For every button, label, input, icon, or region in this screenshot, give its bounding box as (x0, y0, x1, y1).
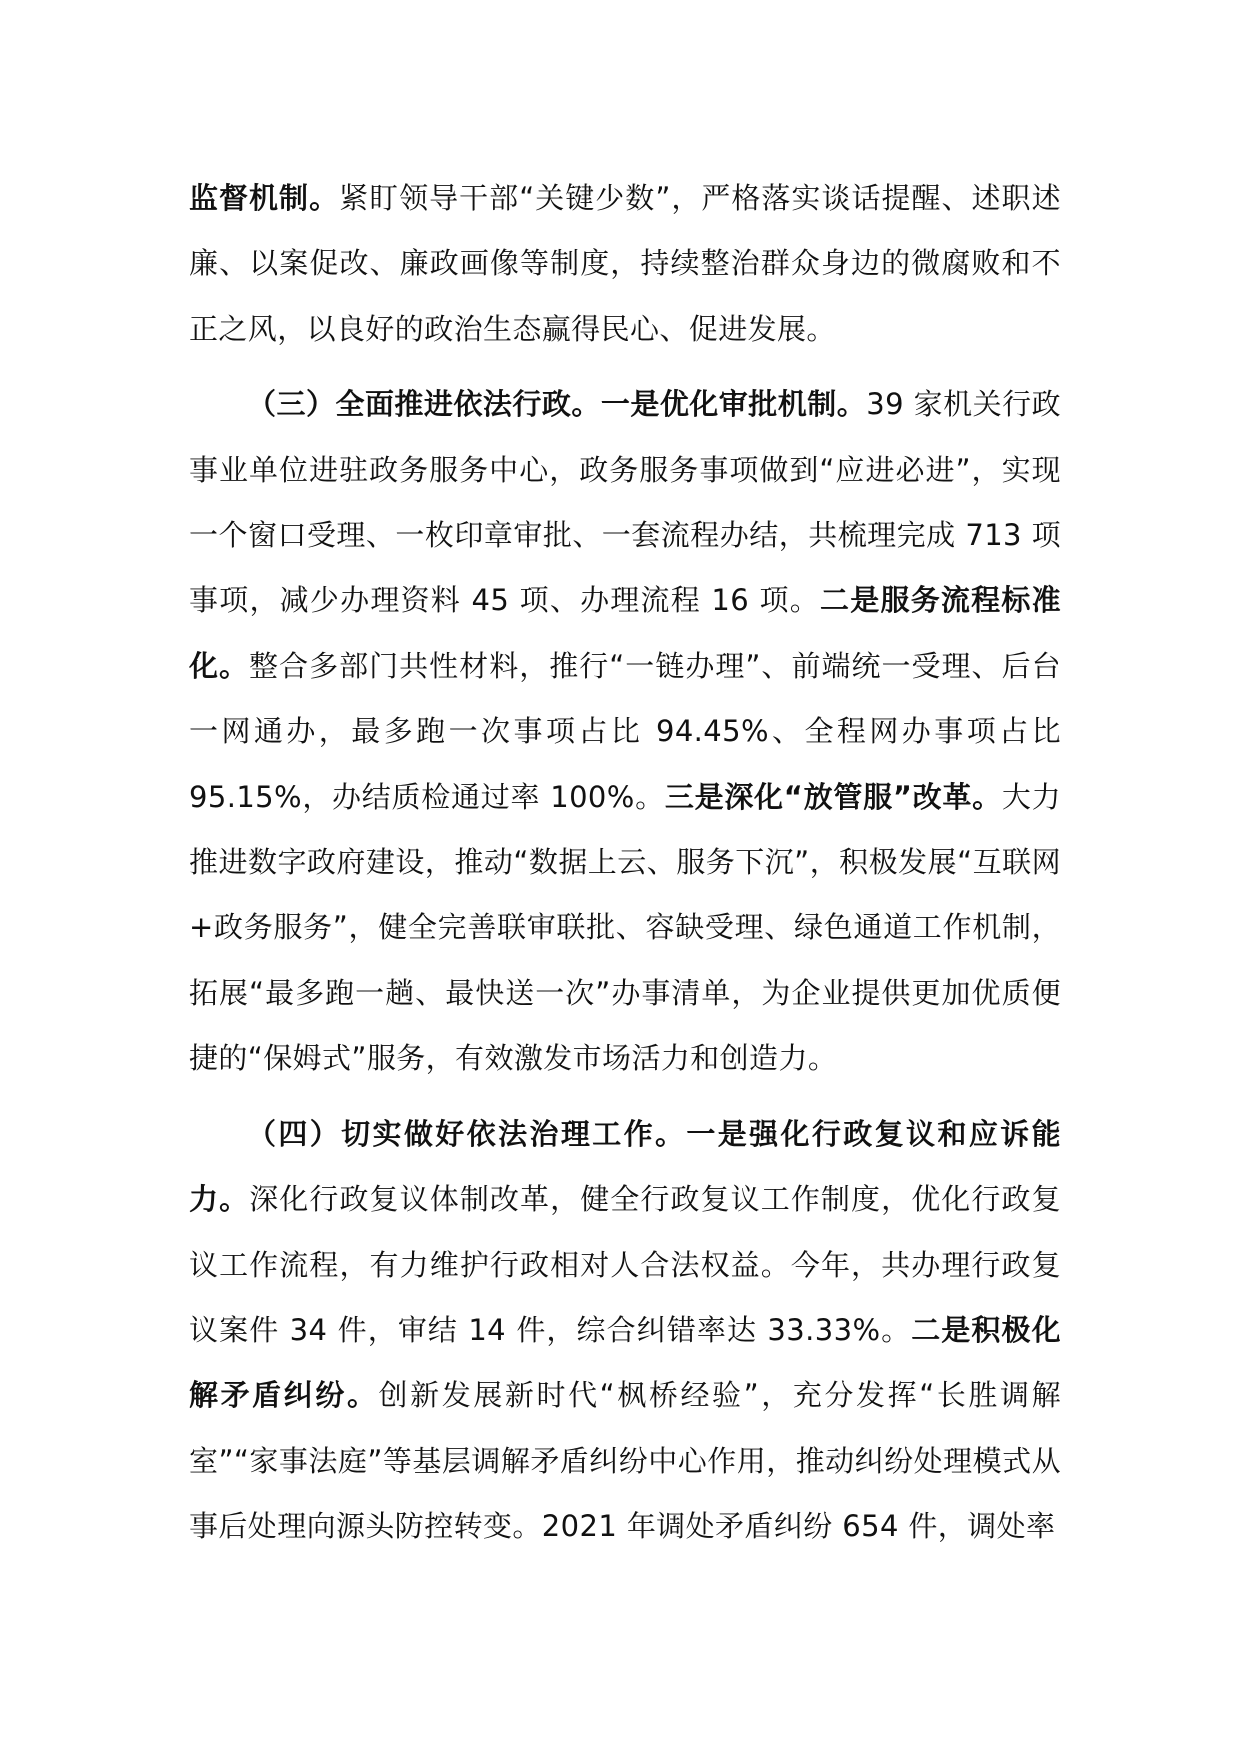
paragraph-supervision (189, 166, 1061, 362)
section-heading-four: （四）切实做好依法治理工作。一是强化行政复议和应诉能力。 (189, 1116, 1061, 1217)
document-page (189, 166, 1061, 1560)
body-text: 紧盯领导干部“关键少数”，严格落实谈话提醒、述职述廉、以案促改、廉政画像等制度，持续整治群众身边的微腐败和不正之风，以良好的政治生态赢得民心、促进发展。 (189, 181, 1061, 346)
body-text: 创新发展新时代“枫桥经验”，充分发挥“长胜调解室”“家事法庭”等基层调解矛盾纠纷中心作用，推动纠纷处理模式从事后处理向源头防控转变。2021 年调处矛盾纠纷 654 件，调处率 (189, 1378, 1061, 1544)
body-text: 整合多部门共性材料，推行“一链办理”、前端统一受理、后台一网通办，最多跑一次事项占比 94.45%、全程网办事项占比 95.15%，办结质检通过率 100%。 (189, 648, 1061, 814)
paragraph-section-three (189, 372, 1061, 1091)
section-heading-three: （三）全面推进依法行政。一是优化审批机制。 (247, 387, 867, 422)
subheading-dispute-resolution: 二是积极化解矛盾纠纷。 (189, 1312, 1061, 1413)
body-text: 大力推进数字政府建设，推动“数据上云、服务下沉”，积极发展“互联网+政务服务”，健全完善联审联批、容缺受理、绿色通道工作机制，拓展“最多跑一趟、最快送一次”办事清单，为企业提供更加优质便捷的“保姆式”服务，有效激发市场活力和创造力。 (189, 779, 1062, 1076)
paragraph-section-four (189, 1102, 1061, 1560)
body-text: 39 家机关行政事业单位进驻政务服务中心，政务服务事项做到“应进必进”，实现一个窗口受理、一枚印章审批、一套流程办结，共梳理完成 713 项事项，减少办理资料 45 项、办理流程 16 项。 (189, 387, 1061, 618)
subheading-standardization: 二是服务流程标准化。 (189, 583, 1061, 683)
subheading-reform: 三是深化“放管服”改革。 (664, 779, 1002, 814)
body-text: 深化行政复议体制改革，健全行政复议工作制度，优化行政复议工作流程，有力维护行政相对人合法权益。今年，共办理行政复议案件 34 件，审结 14 件，综合纠错率达 33.33%。 (189, 1182, 1061, 1347)
heading-supervision-mechanism: 监督机制。 (189, 181, 340, 215)
